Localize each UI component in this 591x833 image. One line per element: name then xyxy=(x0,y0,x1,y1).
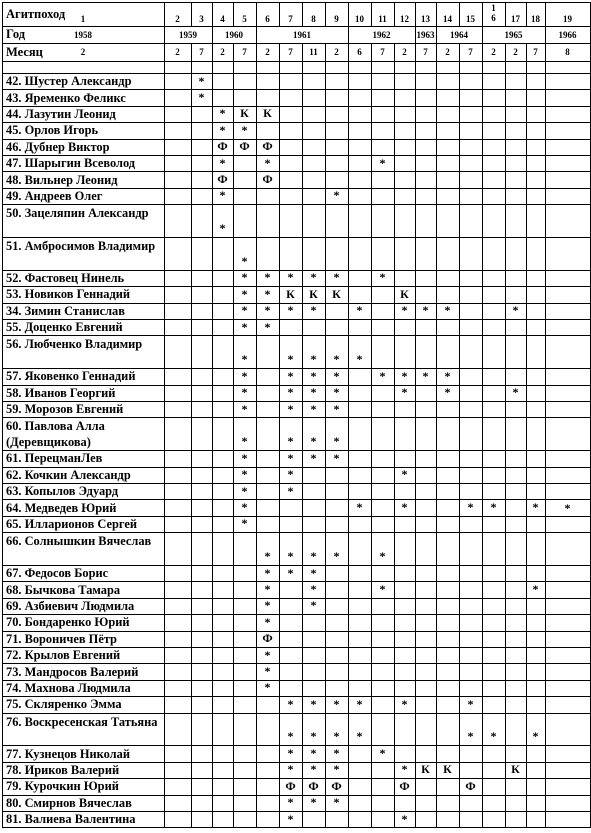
participation-mark: * xyxy=(310,565,317,580)
participation-mark: * xyxy=(356,303,363,318)
participation-mark: * xyxy=(356,352,363,367)
month-value: 7 xyxy=(533,47,538,57)
participant-name: 69. Азбиевич Людмила xyxy=(6,598,135,613)
participant-name: 47. Шарыгин Всеволод xyxy=(6,156,136,171)
month-value: 11 xyxy=(309,47,318,57)
participation-mark: * xyxy=(264,680,271,695)
month-value: 6 xyxy=(357,47,362,57)
participation-mark: * xyxy=(241,286,248,301)
participant-name: 75. Скляренко Эмма xyxy=(6,697,122,712)
participation-mark: * xyxy=(333,795,340,810)
campaign-number: 13 xyxy=(421,14,430,24)
year-label: 1958 xyxy=(74,29,92,40)
participation-mark: * xyxy=(241,450,248,465)
participant-name: 73. Мандросов Валерий xyxy=(6,664,139,679)
participation-mark: * xyxy=(467,696,474,711)
participation-mark: * xyxy=(241,500,248,515)
participation-mark: * xyxy=(333,696,340,711)
participant-name: 68. Бычкова Тамара xyxy=(6,582,121,597)
participation-mark: * xyxy=(333,746,340,761)
participation-mark: * xyxy=(310,303,317,318)
participation-mark: К xyxy=(309,286,318,301)
campaign-number: 1 6 xyxy=(491,3,496,23)
participation-mark: * xyxy=(444,368,451,383)
participation-mark: * xyxy=(310,762,317,777)
participation-mark: Ф xyxy=(465,778,476,793)
participation-mark: * xyxy=(219,188,226,203)
year-label: 1962 xyxy=(372,29,391,40)
participation-mark: * xyxy=(401,696,408,711)
month-value: 7 xyxy=(242,47,247,57)
participation-mark: * xyxy=(310,434,317,449)
participation-mark: Ф xyxy=(285,778,296,793)
participant-name: 66. Солнышкин Вячеслав xyxy=(6,534,152,549)
participation-mark: * xyxy=(241,122,248,137)
participation-mark: * xyxy=(333,762,340,777)
participation-mark: Ф xyxy=(217,139,228,154)
participant-name: 42. Шустер Александр xyxy=(6,74,132,89)
participation-mark: * xyxy=(310,696,317,711)
participation-mark: * xyxy=(287,352,294,367)
participation-mark: * xyxy=(287,762,294,777)
participant-name: 79. Курочкин Юрий xyxy=(6,779,119,794)
participation-mark: * xyxy=(512,385,519,400)
participation-mark: * xyxy=(264,270,271,285)
participation-mark: * xyxy=(241,368,248,383)
participation-mark: * xyxy=(444,303,451,318)
participation-mark: К xyxy=(511,762,520,777)
participation-mark: * xyxy=(264,664,271,679)
participation-mark: * xyxy=(310,368,317,383)
year-label: 1961 xyxy=(293,29,311,40)
campaign-number: 7 xyxy=(288,14,293,24)
participant-name: 44. Лазутин Леонид xyxy=(6,106,116,121)
month-value: 7 xyxy=(423,47,428,57)
campaign-number: 6 xyxy=(265,14,270,24)
participation-mark: * xyxy=(287,565,294,580)
participation-mark: К xyxy=(400,286,409,301)
participation-mark: К xyxy=(240,106,249,121)
participation-mark: * xyxy=(310,746,317,761)
participant-name: 59. Морозов Евгений xyxy=(6,402,124,417)
month-value: 7 xyxy=(199,47,204,57)
participation-mark: * xyxy=(532,729,539,744)
participation-mark: * xyxy=(287,483,294,498)
month-value: 2 xyxy=(175,47,180,57)
participation-mark: * xyxy=(287,746,294,761)
year-header-label: Год xyxy=(6,27,26,41)
month-value: 7 xyxy=(288,47,293,57)
participation-mark: * xyxy=(401,811,408,826)
participation-mark: * xyxy=(422,303,429,318)
participation-mark: * xyxy=(287,548,294,563)
participation-mark: * xyxy=(310,729,317,744)
participation-mark: * xyxy=(219,122,226,137)
participation-mark: * xyxy=(333,450,340,465)
participation-mark: * xyxy=(241,319,248,334)
campaign-number: 19 xyxy=(563,14,572,24)
participation-mark: * xyxy=(333,401,340,416)
participation-mark: * xyxy=(198,90,205,105)
participant-name: 63. Копылов Эдуард xyxy=(6,484,119,499)
participation-mark: К xyxy=(443,762,452,777)
participation-mark: * xyxy=(287,467,294,482)
year-label: 1960 xyxy=(225,29,243,40)
participant-name: 56. Любченко Владимир xyxy=(6,337,143,352)
participation-mark: * xyxy=(379,368,386,383)
participant-name: 60. Павлова Алла (Деревщикова) xyxy=(6,419,105,450)
campaign-number: 8 xyxy=(311,14,316,24)
participation-mark: * xyxy=(264,286,271,301)
participation-mark: * xyxy=(264,647,271,662)
campaign-number: 3 xyxy=(199,14,204,24)
year-label: 1963 xyxy=(416,29,435,40)
participation-mark: * xyxy=(198,73,205,88)
month-value: 8 xyxy=(565,47,570,57)
participant-name: 61. ПерецманЛев xyxy=(6,451,103,466)
campaign-number: 1 xyxy=(80,14,86,24)
participation-mark: Ф xyxy=(239,139,250,154)
participant-name: 64. Медведев Юрий xyxy=(6,500,117,515)
participation-mark: * xyxy=(467,729,474,744)
participation-mark: * xyxy=(241,483,248,498)
participant-name: 48. Вильнер Леонид xyxy=(6,172,118,187)
participant-name: 58. Иванов Георгий xyxy=(6,385,116,400)
participation-mark: * xyxy=(219,106,226,121)
participation-mark: * xyxy=(310,582,317,597)
participation-mark: * xyxy=(241,352,248,367)
participation-mark: Ф xyxy=(262,172,273,187)
grid-vline xyxy=(482,2,483,827)
month-value: 7 xyxy=(468,47,473,57)
participation-mark: * xyxy=(310,352,317,367)
participation-mark: * xyxy=(333,368,340,383)
participation-mark: * xyxy=(379,155,386,170)
participation-mark: * xyxy=(310,401,317,416)
participation-mark: * xyxy=(241,434,248,449)
participation-mark: * xyxy=(532,500,539,515)
participation-mark: Ф xyxy=(308,778,319,793)
participant-name: 74. Махнова Людмила xyxy=(6,680,131,695)
participant-name: 45. Орлов Игорь xyxy=(6,123,99,138)
participation-mark: * xyxy=(287,434,294,449)
participation-mark: * xyxy=(310,598,317,613)
participation-mark: * xyxy=(564,500,571,515)
campaign-number: 9 xyxy=(334,14,339,24)
month-value: 2 xyxy=(265,47,270,57)
grid-vline xyxy=(191,43,192,827)
participation-mark: * xyxy=(532,582,539,597)
campaign-number: 14 xyxy=(443,14,452,24)
participant-name: 34. Зимин Станислав xyxy=(6,303,125,318)
participation-mark: * xyxy=(333,270,340,285)
participation-mark: * xyxy=(287,385,294,400)
participation-mark: * xyxy=(241,253,248,268)
grid-vline xyxy=(415,2,416,827)
participation-mark: * xyxy=(490,729,497,744)
participation-mark: * xyxy=(310,450,317,465)
participation-mark: * xyxy=(401,762,408,777)
participation-mark: * xyxy=(287,729,294,744)
month-value: 2 xyxy=(220,47,225,57)
participation-mark: * xyxy=(241,270,248,285)
participation-mark: * xyxy=(241,467,248,482)
participant-name: 81. Валиева Валентина xyxy=(6,812,136,827)
participation-mark: * xyxy=(287,811,294,826)
grid-vline xyxy=(505,43,506,827)
participation-mark: * xyxy=(264,319,271,334)
campaign-header-label: Агитпоход xyxy=(6,6,66,21)
participation-mark: * xyxy=(219,220,226,235)
campaign-number: 10 xyxy=(355,14,364,24)
campaign-number: 17 xyxy=(511,14,520,24)
participation-mark: * xyxy=(356,729,363,744)
participation-mark: * xyxy=(379,548,386,563)
participant-name: 65. Илларионов Сергей xyxy=(6,516,137,531)
participation-mark: * xyxy=(310,795,317,810)
campaign-number: 12 xyxy=(400,14,409,24)
campaign-number: 5 xyxy=(242,14,247,24)
participation-mark: Ф xyxy=(399,778,410,793)
participation-mark: К xyxy=(421,762,430,777)
participation-mark: * xyxy=(401,368,408,383)
participant-name: 62. Кочкин Александр xyxy=(6,467,131,482)
participation-mark: * xyxy=(264,614,271,629)
participation-mark: * xyxy=(287,696,294,711)
participation-mark: * xyxy=(310,548,317,563)
participant-name: 67. Федосов Борис xyxy=(6,566,109,581)
month-value: 2 xyxy=(513,47,518,57)
participation-mark: * xyxy=(333,188,340,203)
campaign-number: 15 xyxy=(466,14,475,24)
participation-mark: * xyxy=(310,385,317,400)
participant-name: 43. Яременко Феликс xyxy=(6,90,126,105)
participation-mark: * xyxy=(287,450,294,465)
participant-name: 51. Амбросимов Владимир xyxy=(6,239,156,253)
month-value: 2 xyxy=(491,47,496,57)
month-header-label: Месяц xyxy=(6,44,43,59)
participation-mark: * xyxy=(241,401,248,416)
participation-mark: * xyxy=(241,516,248,531)
participation-mark: * xyxy=(264,548,271,563)
participant-name: 78. Ириков Валерий xyxy=(6,762,120,777)
participation-mark: К xyxy=(286,286,295,301)
participation-mark: * xyxy=(379,270,386,285)
participation-mark: * xyxy=(401,467,408,482)
participation-mark: * xyxy=(356,696,363,711)
participation-mark: * xyxy=(310,270,317,285)
participation-mark: * xyxy=(401,385,408,400)
participation-mark: * xyxy=(333,729,340,744)
grid-hline xyxy=(2,61,591,62)
participation-mark: * xyxy=(356,500,363,515)
participant-name: 53. Новиков Геннадий xyxy=(6,287,131,302)
participation-mark: * xyxy=(264,598,271,613)
participation-mark: * xyxy=(422,368,429,383)
grid-vline xyxy=(164,2,165,827)
participant-name: 50. Зацеляпин Александр xyxy=(6,206,149,221)
campaign-number: 4 xyxy=(220,14,225,24)
participant-name: 76. Воскресенская Татьяна xyxy=(6,714,158,729)
participation-mark: * xyxy=(444,385,451,400)
participation-mark: К xyxy=(263,106,272,121)
participation-mark: * xyxy=(219,155,226,170)
grid-vline xyxy=(256,2,257,827)
participation-mark: * xyxy=(379,582,386,597)
participation-mark: * xyxy=(333,385,340,400)
participant-name: 55. Доценко Евгений xyxy=(6,320,123,335)
participant-name: 52. Фастовец Нинель xyxy=(6,270,125,285)
participation-mark: Ф xyxy=(262,139,273,154)
participation-mark: * xyxy=(264,155,271,170)
participation-mark: Ф xyxy=(217,172,228,187)
participation-mark: * xyxy=(467,500,474,515)
campaign-number: 18 xyxy=(531,14,540,24)
participant-name: 46. Дубнер Виктор xyxy=(6,139,110,154)
participation-mark: * xyxy=(333,352,340,367)
participation-mark: * xyxy=(264,565,271,580)
participant-name: 70. Бондаренко Юрий xyxy=(6,615,130,630)
month-value: 2 xyxy=(334,47,339,57)
grid-vline xyxy=(526,43,527,827)
participation-mark: * xyxy=(287,795,294,810)
year-label: 1959 xyxy=(179,29,197,40)
grid-vline xyxy=(436,2,437,827)
participant-name: 72. Крылов Евгений xyxy=(6,648,121,663)
month-value: 7 xyxy=(380,47,385,57)
month-value: 2 xyxy=(80,47,86,57)
year-label: 1966 xyxy=(558,29,577,40)
participation-mark: * xyxy=(287,401,294,416)
campaign-number: 2 xyxy=(175,14,180,24)
participation-mark: * xyxy=(401,500,408,515)
participation-mark: * xyxy=(379,746,386,761)
participant-name: 77. Кузнецов Николай xyxy=(6,746,130,761)
participation-mark: * xyxy=(401,303,408,318)
participant-name: 80. Смирнов Вячеслав xyxy=(6,795,132,810)
participant-name: 71. Вороничев Пётр xyxy=(6,631,117,646)
participation-mark: * xyxy=(512,303,519,318)
year-label: 1964 xyxy=(450,29,468,40)
grid-hline xyxy=(2,827,591,828)
participation-mark: * xyxy=(241,303,248,318)
participant-name: 49. Андреев Олег xyxy=(6,188,103,203)
participation-mark: * xyxy=(287,303,294,318)
month-value: 2 xyxy=(445,47,450,57)
participation-mark: * xyxy=(264,303,271,318)
month-value: 2 xyxy=(402,47,407,57)
participation-mark: * xyxy=(241,385,248,400)
participation-mark: * xyxy=(333,548,340,563)
participation-mark: К xyxy=(332,286,341,301)
participation-mark: * xyxy=(264,582,271,597)
participation-mark: Ф xyxy=(331,778,342,793)
participation-mark: * xyxy=(287,270,294,285)
participation-mark: * xyxy=(333,434,340,449)
campaign-number: 11 xyxy=(378,14,387,24)
participant-name: 57. Яковенко Геннадий xyxy=(6,369,136,384)
grid-vline xyxy=(545,2,546,827)
participation-mark: Ф xyxy=(262,631,273,646)
participation-mark: * xyxy=(490,500,497,515)
year-label: 1965 xyxy=(504,29,523,40)
participation-mark: * xyxy=(287,368,294,383)
